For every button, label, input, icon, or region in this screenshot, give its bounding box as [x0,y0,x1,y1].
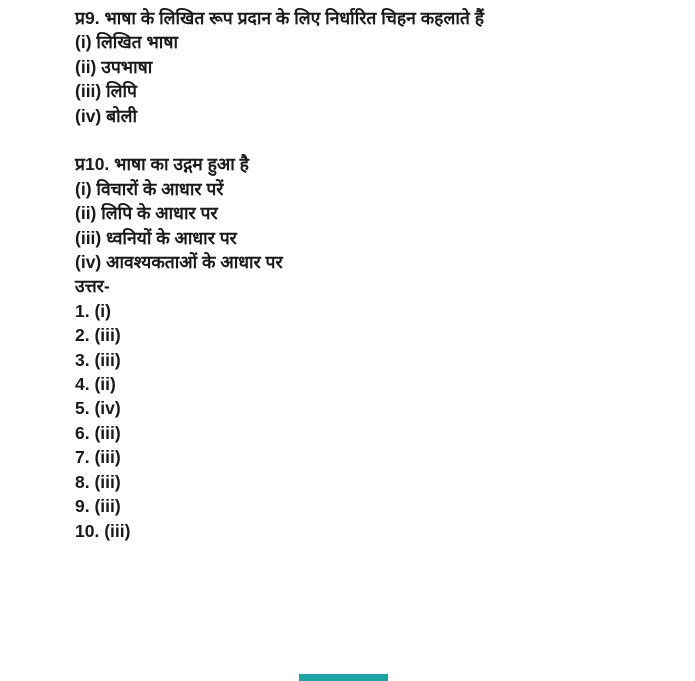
answer-number: 5. [75,398,90,419]
question-10-number: प्र10. [75,154,110,175]
option-text: उपभाषा [101,56,153,77]
option-marker: (iv) [75,105,102,126]
answer-choice: (iii) [94,325,121,346]
question-9-number: प्र9. [75,8,100,28]
answers-heading: उत्तर- [75,276,110,297]
answer-choice: (ii) [94,374,116,395]
question-10-title [75,152,675,176]
option-text: विचारों के आधार परें [96,178,224,199]
question-9-option-row [75,79,675,103]
question-9-option-row [75,30,675,54]
option-text: लिपि [106,81,137,102]
question-10-text: भाषा का उद्गम हुआ है [114,154,249,175]
answer-number: 1. [75,300,90,321]
question-10-option-row [75,201,675,225]
answer-row [75,519,675,543]
answer-row [75,494,675,518]
option-text: आवश्यकताओं के आधार पर [106,252,283,273]
answer-number: 9. [75,496,90,517]
answer-number: 4. [75,374,90,395]
answer-choice: (iii) [94,496,121,517]
answer-choice: (iii) [94,349,121,370]
answer-row [75,323,675,347]
answer-row [75,470,675,494]
answer-row [75,445,675,469]
scroll-indicator-bar[interactable] [299,674,388,681]
option-marker: (ii) [75,203,97,224]
question-9-text: भाषा के लिखित रूप प्रदान के लिए निर्धारित चिहन कहलाते हैं [104,8,484,28]
option-marker: (iv) [75,252,102,273]
answer-number: 10. [75,520,100,541]
answer-choice: (iii) [94,447,121,468]
answer-row [75,372,675,396]
option-text: लिखित भाषा [96,32,178,53]
question-10-block [75,152,675,274]
question-10-option-row [75,250,675,274]
answer-choice: (iii) [94,471,121,492]
answer-choice: (iii) [104,520,131,541]
option-marker: (i) [75,178,92,199]
answer-choice: (iv) [94,398,121,419]
option-marker: (iii) [75,81,102,102]
answer-row [75,299,675,323]
answer-row [75,421,675,445]
answer-number: 8. [75,471,90,492]
option-text: लिपि के आधार पर [101,203,218,224]
answer-number: 2. [75,325,90,346]
answer-row [75,348,675,372]
answer-key-block [75,274,675,542]
answer-choice: (i) [94,300,112,321]
answer-number: 3. [75,349,90,370]
answer-number: 7. [75,447,90,468]
option-marker: (i) [75,32,92,53]
question-9-option-row [75,55,675,79]
option-marker: (iii) [75,227,102,248]
option-text: ध्वनियों के आधार पर [106,227,237,248]
question-9-block [75,6,675,128]
question-9-title [75,6,675,30]
question-9-option-row [75,104,675,128]
option-text: बोली [106,105,138,126]
answer-row [75,396,675,420]
answer-number: 6. [75,422,90,443]
answer-choice: (iii) [94,422,121,443]
question-10-option-row [75,177,675,201]
question-10-option-row [75,226,675,250]
option-marker: (ii) [75,56,97,77]
